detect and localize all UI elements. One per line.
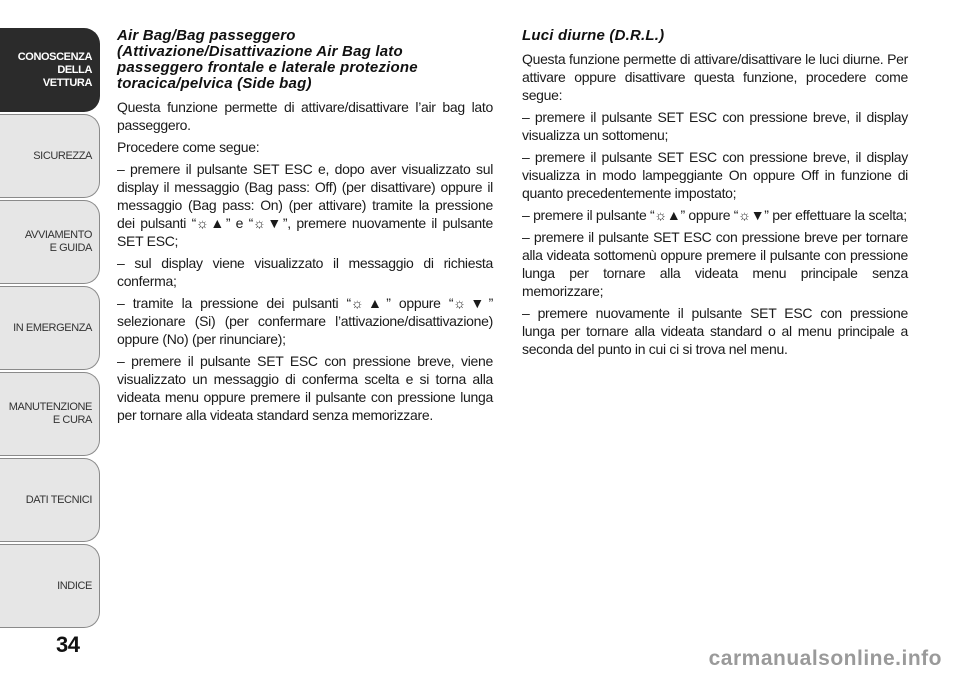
section-title-luci-diurne: Luci diurne (D.R.L.) bbox=[522, 27, 665, 44]
tab-indice[interactable]: INDICE bbox=[0, 544, 100, 628]
paragraph: – premere nuovamente il pulsante SET ESC con pressione lunga per tornare alla videata standard o al menu principale a seconda del punto in cui ci si trova nel menu. bbox=[522, 305, 908, 357]
watermark: carmanualsonline.info bbox=[708, 647, 942, 670]
tab-in-emergenza[interactable]: IN EMERGENZA bbox=[0, 286, 100, 370]
paragraph: – premere il pulsante SET ESC e, dopo aver visualizzato sul display il messaggio (Bag pass: Off) (per disattivare) oppure il messaggio (Bag pass: On) (per attivare) tramite la pressione dei pulsanti “☼▲” e “☼▼”, premere nuovamente il pulsante SET ESC; bbox=[117, 161, 493, 249]
paragraph: – premere il pulsante SET ESC con pressione breve, il display visualizza in modo lampeggiante On oppure Off in funzione di quanto precedentemente impostato; bbox=[522, 149, 908, 201]
paragraph: Questa funzione permette di attivare/disattivare le luci diurne. Per attivare oppure disattivare questa funzione, procedere come segue: bbox=[522, 51, 908, 103]
paragraph: – premere il pulsante SET ESC con pressione breve per tornare alla videata sottomenù oppure premere il pulsante con pressione lunga per tornare alla videata menu principale senza memorizzare; bbox=[522, 229, 908, 299]
paragraph: Procedere come segue: bbox=[117, 139, 260, 155]
tab-manutenzione-e-cura[interactable]: MANUTENZIONE E CURA bbox=[0, 372, 100, 456]
tab-avviamento-e-guida[interactable]: AVVIAMENTO E GUIDA bbox=[0, 200, 100, 284]
tab-dati-tecnici[interactable]: DATI TECNICI bbox=[0, 458, 100, 542]
page-number: 34 bbox=[56, 632, 80, 657]
right-column bbox=[522, 28, 908, 362]
tab-sicurezza[interactable]: SICUREZZA bbox=[0, 114, 100, 198]
paragraph: – premere il pulsante SET ESC con pressione breve, il display visualizza un sottomenu; bbox=[522, 109, 908, 143]
left-column bbox=[117, 28, 493, 428]
paragraph: – premere il pulsante SET ESC con pressione breve, viene visualizzato un messaggio di conferma scelta e si torna alla videata menu oppure premere il pulsante con pressione lunga per tornare alla videata standard senza memorizzare. bbox=[117, 353, 493, 423]
section-title-air-bag: Air Bag/Bag passeggero (Attivazione/Disattivazione Air Bag lato passeggero frontale e laterale protezione toracica/pelvica (Side bag) bbox=[117, 27, 418, 92]
paragraph: – tramite la pressione dei pulsanti “☼▲” oppure “☼▼” selezionare (Si) (per confermare l’attivazione/disattivazione) oppure (No) (per rinunciare); bbox=[117, 295, 493, 347]
paragraph: Questa funzione permette di attivare/disattivare l’air bag lato passeggero. bbox=[117, 99, 493, 133]
paragraph: – premere il pulsante “☼▲” oppure “☼▼” per effettuare la scelta; bbox=[522, 207, 907, 223]
paragraph: – sul display viene visualizzato il messaggio di richiesta conferma; bbox=[117, 255, 493, 289]
tab-conoscenza-della-vettura[interactable]: CONOSCENZA DELLA VETTURA bbox=[0, 28, 100, 112]
